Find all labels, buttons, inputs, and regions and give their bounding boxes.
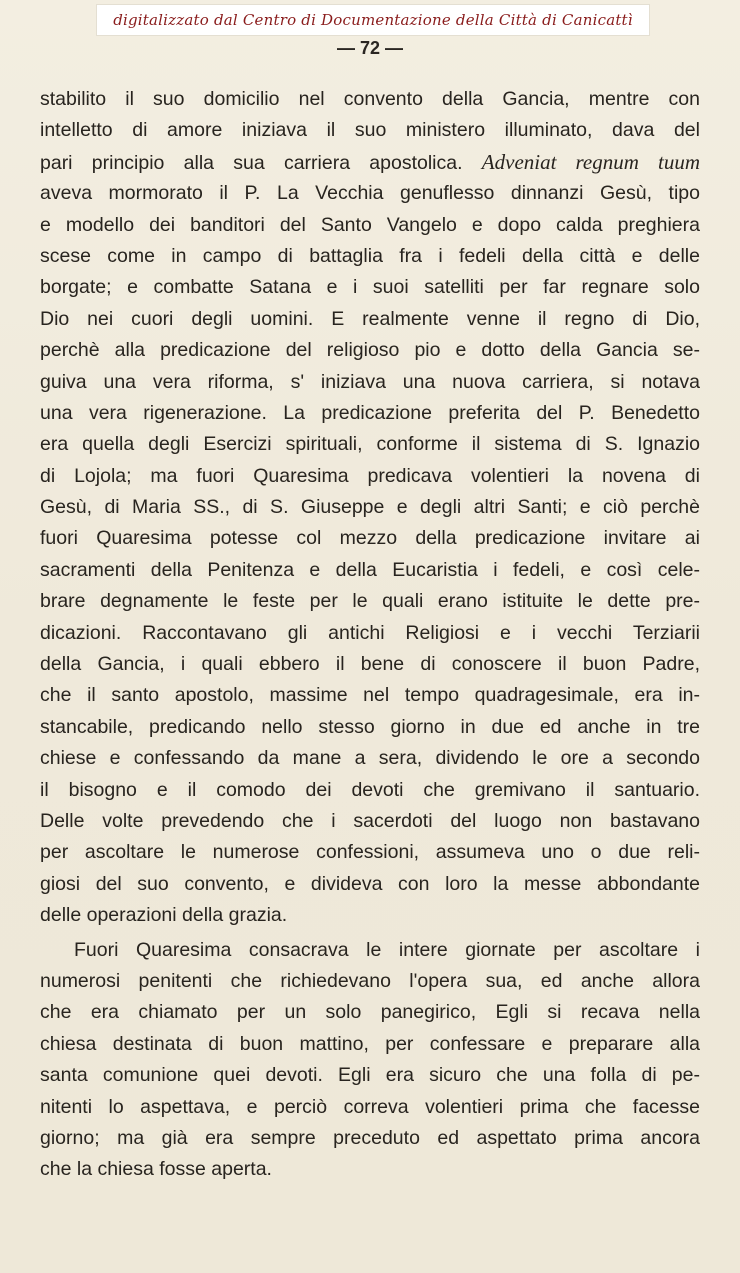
text-line: Delle volte prevedendo che i sacerdoti del luogo non bastavano — [40, 809, 700, 832]
paragraph-2 — [40, 935, 700, 1186]
digitization-watermark — [96, 4, 650, 36]
text-line: era quella degli Esercizi spirituali, conforme il sistema di S. Ignazio — [40, 433, 700, 456]
text-line: Gesù, di Maria SS., di S. Giuseppe e degli altri Santi; e ciò perchè — [40, 496, 700, 519]
text-line: il bisogno e il comodo dei devoti che gremivano il santuario. — [40, 778, 700, 801]
text-line: santa comunione quei devoti. Egli era sicuro che una folla di pe- — [40, 1064, 700, 1087]
text-line: della Gancia, i quali ebbero il bene di conoscere il buon Padre, — [40, 653, 700, 676]
text-line: giosi del suo convento, e divideva con loro la messe abbondante — [40, 872, 700, 895]
text-line: dicazioni. Raccontavano gli antichi Religiosi e i vecchi Terziarii — [40, 621, 700, 644]
watermark-text: digitalizzato dal Centro di Documentazione della Città di Canicattì — [113, 11, 633, 29]
text-line: che il santo apostolo, massime nel tempo quadragesimale, era in- — [40, 684, 700, 707]
page-number: — 72 — — [336, 38, 404, 58]
text-line: e modello dei banditori del Santo Vangelo e dopo calda preghiera — [40, 213, 700, 236]
text-line: intelletto di amore iniziava il suo ministero illuminato, dava del — [40, 119, 700, 142]
line-text: pari principio alla sua carriera apostolica. — [40, 151, 482, 174]
text-line: aveva mormorato il P. La Vecchia genuflesso dinnanzi Gesù, tipo — [40, 182, 700, 205]
text-line: per ascoltare le numerose confessioni, assumeva uno o due reli- — [40, 841, 700, 864]
text-line: nitenti lo aspettava, e perciò correva volentieri prima che facesse — [40, 1095, 700, 1118]
body-text — [40, 84, 700, 1186]
paragraph-1 — [40, 84, 700, 932]
latin-quote: Adveniat regnum tuum — [481, 149, 700, 174]
text-line: fuori Quaresima potesse col mezzo della predicazione invitare ai — [40, 527, 700, 550]
text-line: una vera rigenerazione. La predicazione preferita del P. Benedetto — [40, 401, 700, 424]
text-line: sacramenti della Penitenza e della Eucaristia i fedeli, e così cele- — [40, 558, 700, 581]
text-line: Fuori Quaresima consacrava le intere giornate per ascoltare i — [74, 938, 700, 961]
text-line: giorno; ma già era sempre preceduto ed aspettato prima ancora — [40, 1126, 700, 1149]
text-line: guiva una vera riforma, s' iniziava una nuova carriera, si notava — [40, 370, 700, 393]
text-line: che era chiamato per un solo panegirico, Egli si recava nella — [40, 1001, 700, 1024]
text-line: stabilito il suo domicilio nel convento della Gancia, mentre con — [40, 88, 700, 110]
text-line — [40, 147, 700, 178]
text-line: chiesa destinata di buon mattino, per confessare e preparare alla — [40, 1032, 700, 1055]
text-line: scese come in campo di battaglia fra i fedeli della città e delle — [40, 244, 700, 267]
text-line: di Lojola; ma fuori Quaresima predicava volentieri la novena di — [40, 464, 700, 487]
text-line: chiese e confessando da mane a sera, dividendo le ore a secondo — [40, 747, 700, 770]
text-line: brare degnamente le feste per le quali erano istituite le dette pre- — [40, 590, 700, 613]
text-line: perchè alla predicazione del religioso pio e dotto della Gancia se- — [40, 339, 700, 362]
text-line: numerosi penitenti che richiedevano l'opera sua, ed anche allora — [40, 969, 700, 992]
text-line: borgate; e combatte Satana e i suoi satelliti per far regnare solo — [40, 276, 700, 299]
text-line: stancabile, predicando nello stesso giorno in due ed anche in tre — [40, 715, 700, 738]
text-line: Dio nei cuori degli uomini. E realmente venne il regno di Dio, — [40, 307, 700, 330]
text-line: delle operazioni della grazia. — [40, 904, 288, 927]
text-line: che la chiesa fosse aperta. — [40, 1158, 272, 1181]
